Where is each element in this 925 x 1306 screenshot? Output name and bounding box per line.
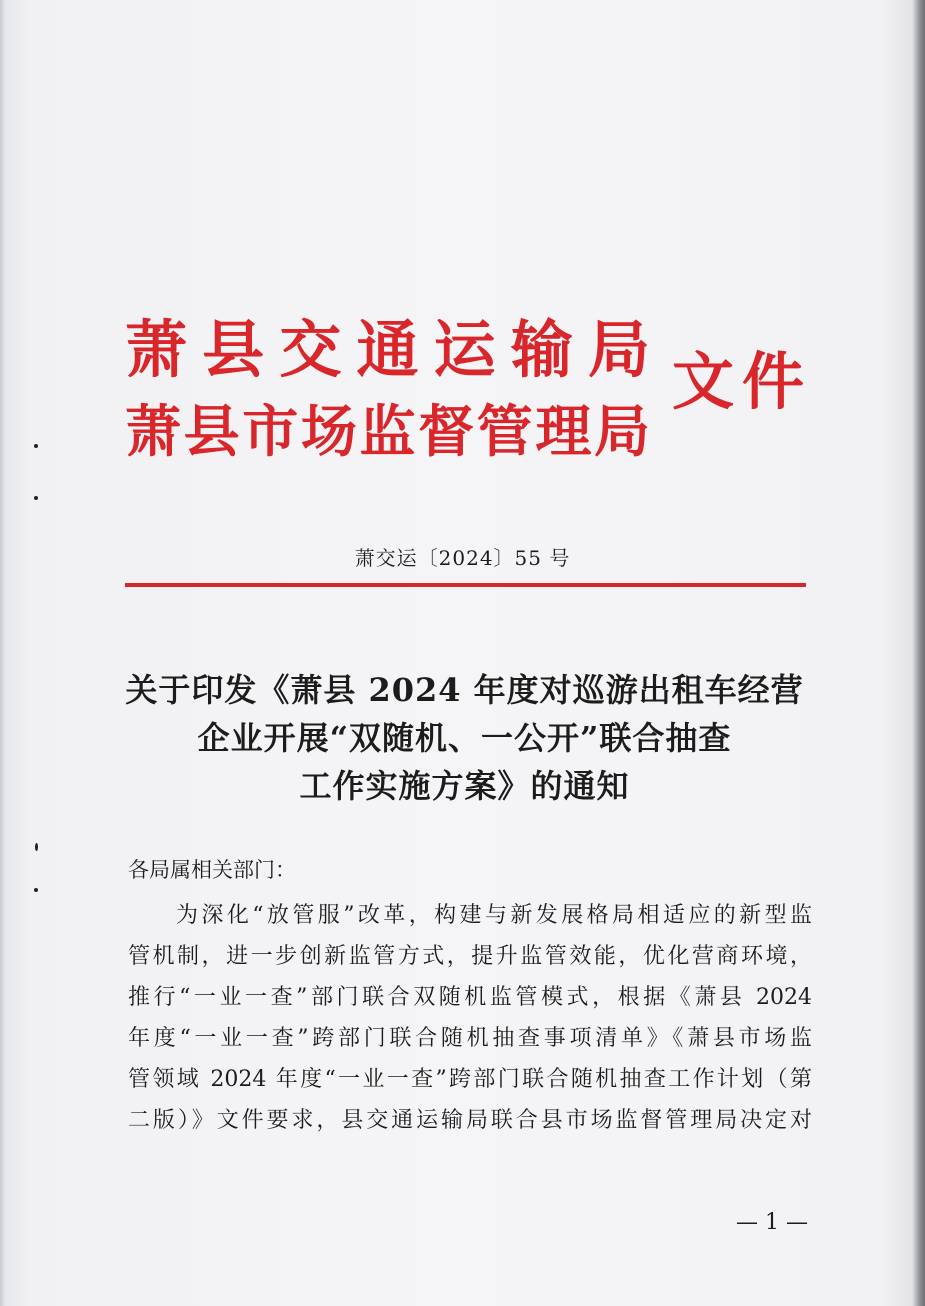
body-line: 管领域 2024 年度“一业一查”跨部门联合随机抽查工作计划（第 xyxy=(128,1067,812,1092)
scan-mark xyxy=(34,444,38,448)
salutation: 各局属相关部门： xyxy=(128,858,296,882)
body-line: 二版）》文件要求，县交通运输局联合县市场监督管理局决定对 xyxy=(128,1108,812,1133)
agency-name-transport: 萧县交通运输局 xyxy=(125,313,650,386)
title-line: 关于印发《萧县 2024 年度对巡游出租车经营 xyxy=(125,671,804,709)
body-line: 管机制，进一步创新监管方式，提升监管效能，优化营商环境， xyxy=(128,944,812,969)
title-line: 企业开展“双随机、一公开”联合抽查 xyxy=(197,719,732,757)
document-title xyxy=(4,666,925,810)
body-line: 推行“一业一查”部门联合双随机监管模式，根据《萧县 2024 xyxy=(128,985,812,1010)
body-line: 年度“一业一查”跨部门联合随机抽查事项清单》《萧县市场监 xyxy=(128,1026,812,1051)
scan-mark xyxy=(34,888,38,892)
issuing-agencies xyxy=(125,309,650,473)
scan-mark xyxy=(35,843,38,851)
agency-name-market-supervision: 萧县市场监督管理局 xyxy=(125,399,650,465)
document-label: 文件 xyxy=(672,345,813,418)
page-number: — 1 — xyxy=(736,1210,808,1235)
title-line: 工作实施方案》的通知 xyxy=(299,767,630,805)
header-divider xyxy=(125,583,806,587)
scan-mark xyxy=(34,496,38,500)
document-number: 萧交运〔2024〕55 号 xyxy=(354,546,571,570)
body-line: 为深化“放管服”改革，构建与新发展格局相适应的新型监 xyxy=(176,903,812,928)
body-paragraph xyxy=(128,895,812,1141)
